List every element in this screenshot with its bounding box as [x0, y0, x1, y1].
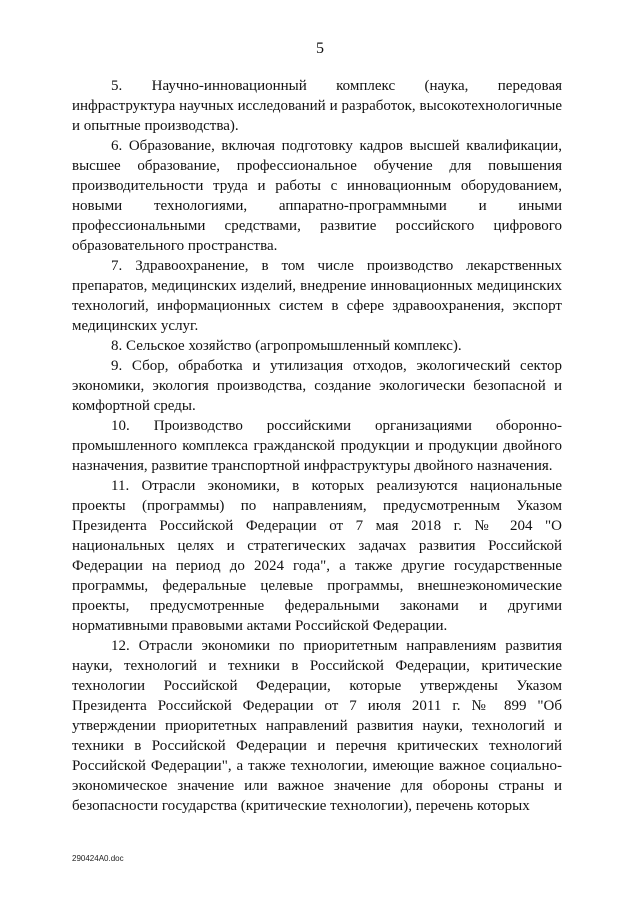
- paragraph-item-8: 8. Сельское хозяйство (агропромышленный комплекс).: [111, 338, 462, 354]
- paragraph-item-11: 11. Отрасли экономики, в которых реализуются национальные проекты (программы) по направлениям, предусмотренным Указом Президента Российской Федерации от 7 мая 2018 г. № 204 "О национальных целях и стратегических задачах развития Российской Федерации на период до 2024 года", а также другие государственные программы, федеральные целевые программы, внешнеэкономические проекты, предусмотренные федеральными законами и другими нормативными правовыми актами Российской Федерации.: [72, 478, 562, 634]
- paragraph-item-6: 6. Образование, включая подготовку кадров высшей квалификации, высшее образование, профессиональное обучение для повышения производительности труда и работы с инновационным оборудованием, новыми технологиями, аппаратно-программными и иными профессиональными средствами, развитие российского цифрового образовательного пространства.: [72, 138, 562, 254]
- paragraph-item-12: 12. Отрасли экономики по приоритетным направлениям развития науки, технологий и техники в Российской Федерации, критические технологии Российской Федерации, которые утверждены Указом Президента Российской Федерации от 7 июля 2011 г. № 899 "Об утверждении приоритетных направлений развития науки, технологий и техники в Российской Федерации и перечня критических технологий Российской Федерации", а также технологии, имеющие важное социально-экономическое значение или важное значение для обороны страны и безопасности государства (критические технологии), перечень которых: [72, 638, 562, 814]
- paragraph-item-10: 10. Производство российскими организациями оборонно-промышленного комплекса гражданской продукции и продукции двойного назначения, развитие транспортной инфраструктуры двойного назначения.: [72, 418, 562, 474]
- paragraph-item-5: 5. Научно-инновационный комплекс (наука, передовая инфраструктура научных исследований и разработок, высокотехнологичные и опытные производства).: [72, 78, 562, 134]
- document-body: [72, 76, 562, 816]
- file-name-footer: 290424A0.doc: [72, 854, 124, 863]
- page-number: 5: [316, 40, 324, 57]
- paragraph-item-9: 9. Сбор, обработка и утилизация отходов, экологический сектор экономики, экология производства, создание экологически безопасной и комфортной среды.: [72, 358, 562, 414]
- paragraph-item-7: 7. Здравоохранение, в том числе производство лекарственных препаратов, медицинских изделий, внедрение инновационных медицинских технологий, информационных систем в сфере здравоохранения, экспорт медицинских услуг.: [72, 258, 562, 334]
